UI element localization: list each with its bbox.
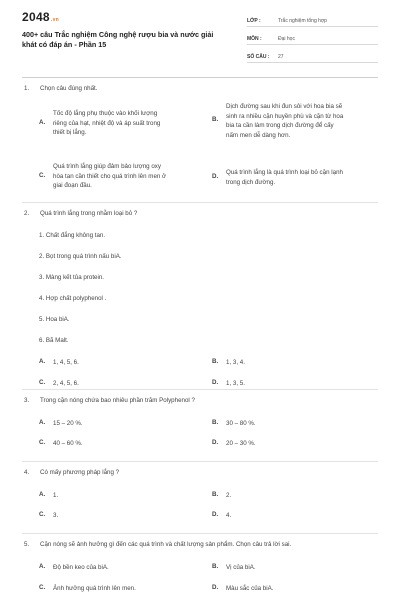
option-letter: A. bbox=[39, 118, 46, 126]
option-b[interactable] bbox=[212, 419, 256, 429]
option-d[interactable] bbox=[212, 511, 231, 521]
option-text: 2. bbox=[226, 492, 232, 499]
option-letter: A. bbox=[39, 358, 46, 365]
option-letter: C. bbox=[39, 511, 46, 518]
option-letter: D. bbox=[212, 173, 219, 180]
question-text: Quá trình lắng trong nhằm loại bỏ ? bbox=[40, 210, 138, 217]
option-letter: A. bbox=[39, 563, 46, 570]
option-letter: B. bbox=[212, 491, 219, 498]
option-letter: B. bbox=[212, 419, 219, 426]
meta-label: LỚP : bbox=[247, 18, 261, 24]
option-line: hòa tan cần thiết cho quá trình lên men ở bbox=[53, 172, 167, 180]
option-letter: B. bbox=[212, 563, 219, 570]
option-c[interactable] bbox=[39, 379, 79, 389]
option-text: 40 – 60 %. bbox=[53, 440, 83, 447]
option-line: sinh ra nhiều cặn huyền phù và cặn từ hoa bbox=[226, 112, 344, 120]
option-text: 3. bbox=[53, 512, 59, 519]
list-item: 3. Màng kết tủa protein. bbox=[39, 274, 105, 281]
list-item: 2. Bọt trong quá trình nấu biA. bbox=[39, 253, 122, 260]
meta-row-subject bbox=[247, 30, 378, 45]
meta-row-count bbox=[247, 48, 378, 63]
question-text: Trong cặn nóng chứa bao nhiêu phần trăm Polyphenol ? bbox=[40, 397, 195, 404]
option-letter: C. bbox=[39, 379, 46, 386]
page-header bbox=[22, 0, 378, 78]
option-text: Ảnh hưởng quá trình lên men. bbox=[53, 585, 136, 592]
option-text: Vị của biA. bbox=[226, 564, 256, 571]
option-text: Màu sắc của biA. bbox=[226, 585, 274, 592]
question-text: Chọn câu đúng nhất. bbox=[40, 85, 98, 92]
option-d[interactable] bbox=[212, 439, 256, 449]
option-b[interactable] bbox=[212, 358, 245, 368]
meta-label: MÔN : bbox=[247, 36, 262, 42]
option-letter: B. bbox=[212, 116, 219, 123]
option-c[interactable] bbox=[39, 511, 58, 521]
option-letter: A. bbox=[39, 419, 46, 426]
question-5 bbox=[22, 534, 378, 600]
meta-value: Đại học bbox=[278, 36, 295, 42]
quiz-meta bbox=[247, 12, 378, 66]
option-letter: A. bbox=[39, 491, 46, 498]
option-line: Quá trình lắng giúp đảm bảo lượng oxy bbox=[53, 163, 161, 170]
option-line: giai đoạn đầu. bbox=[53, 182, 92, 189]
option-letter: C. bbox=[39, 171, 46, 179]
option-c[interactable] bbox=[39, 439, 83, 449]
question-text: Có mấy phương pháp lắng ? bbox=[40, 469, 120, 476]
option-line: bia ta cần làm trong dịch đường để cấy bbox=[226, 122, 334, 129]
option-text: 4. bbox=[226, 512, 232, 519]
option-letter: D. bbox=[212, 584, 219, 591]
option-d[interactable] bbox=[212, 379, 245, 389]
question-number: 3. bbox=[24, 397, 30, 404]
option-b[interactable] bbox=[212, 563, 256, 573]
meta-value: 27 bbox=[278, 54, 284, 60]
meta-row-class bbox=[247, 12, 378, 27]
option-a[interactable] bbox=[39, 491, 58, 501]
option-letter: C. bbox=[39, 584, 46, 591]
question-text: Cặn nóng sẽ ảnh hưởng gì đến các quá trình và chất lượng sản phẩm. Chọn câu trả lời sai. bbox=[40, 541, 292, 548]
option-text: 2, 4, 5, 6. bbox=[53, 380, 79, 387]
list-item: 4. Hợp chất polyphenol . bbox=[39, 295, 107, 302]
question-number: 1. bbox=[24, 85, 30, 92]
option-line: Tốc độ lắng phụ thuộc vào khối lượng bbox=[53, 110, 158, 117]
option-letter: D. bbox=[212, 439, 219, 446]
option-letter: B. bbox=[212, 358, 219, 365]
option-d[interactable] bbox=[212, 168, 382, 187]
option-line: Dịch đường sau khi đun sôi với hoa bia sẽ bbox=[226, 103, 343, 110]
option-b[interactable] bbox=[212, 491, 231, 501]
list-item: 5. Hoa biA. bbox=[39, 316, 70, 323]
option-text: 20 – 30 %. bbox=[226, 440, 256, 447]
option-a[interactable] bbox=[39, 563, 109, 573]
option-line: riêng của hạt, nhiệt độ và áp suất trong bbox=[53, 119, 161, 127]
site-logo[interactable]: 2048.vn bbox=[22, 10, 60, 24]
question-number: 4. bbox=[24, 469, 30, 476]
option-letter: D. bbox=[212, 511, 219, 518]
option-text: 1, 3, 5. bbox=[226, 380, 245, 387]
option-text: 30 – 80 %. bbox=[226, 420, 256, 427]
page-title: 400+ câu Trắc nghiệm Công nghệ rượu bia và nước giải khát có đáp án - Phần 15 bbox=[22, 30, 214, 49]
meta-value: Trắc nghiệm tổng hợp bbox=[278, 18, 327, 24]
option-a[interactable] bbox=[39, 109, 209, 138]
meta-label: SỐ CÂU : bbox=[247, 54, 270, 60]
option-a[interactable] bbox=[39, 358, 79, 368]
question-number: 5. bbox=[24, 541, 30, 548]
list-item: 6. Bã Malt. bbox=[39, 337, 69, 344]
option-text: 1, 3, 4. bbox=[226, 359, 245, 366]
question-3 bbox=[22, 390, 378, 462]
option-line: trong dịch đường. bbox=[226, 178, 276, 186]
option-letter: D. bbox=[212, 379, 219, 386]
question-2 bbox=[22, 203, 378, 390]
question-4 bbox=[22, 462, 378, 534]
option-text: 15 – 20 %. bbox=[53, 420, 83, 427]
option-letter: C. bbox=[39, 439, 46, 446]
option-b[interactable] bbox=[212, 102, 382, 140]
option-a[interactable] bbox=[39, 419, 83, 429]
list-item: 1. Chất đắng không tan. bbox=[39, 232, 106, 239]
question-number: 2. bbox=[24, 210, 30, 217]
option-c[interactable] bbox=[39, 162, 214, 191]
option-text: 1, 4, 5, 6. bbox=[53, 359, 79, 366]
option-line: thiết bị lắng. bbox=[53, 129, 87, 136]
option-d[interactable] bbox=[212, 584, 273, 594]
option-text: 1. bbox=[53, 492, 59, 499]
option-line: Quá trình lắng là quá trình loại bỏ cặn lạnh bbox=[226, 169, 343, 176]
option-c[interactable] bbox=[39, 584, 136, 594]
question-1 bbox=[22, 78, 378, 203]
option-line: nấm men dễ dàng hơn. bbox=[226, 131, 291, 139]
option-text: Độ bền keo của biA. bbox=[53, 564, 109, 571]
